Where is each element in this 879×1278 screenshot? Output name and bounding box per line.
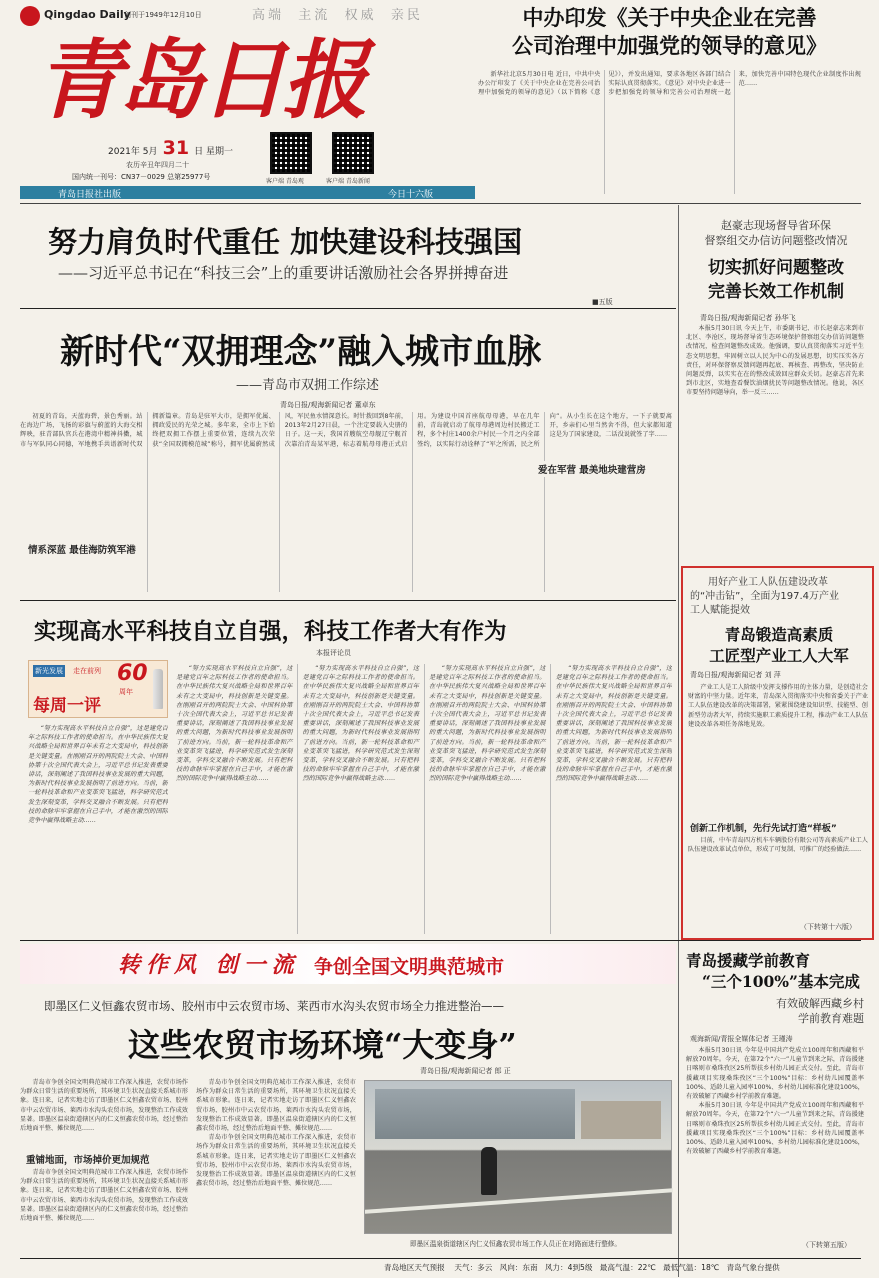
- weather-temp-low: 最低气温：18℃: [663, 1263, 720, 1272]
- date-day: 31: [162, 137, 190, 159]
- promo-label-2: 走在前列: [73, 667, 101, 675]
- worker-figure: [481, 1147, 497, 1195]
- xueqian-title-1: 青岛援藏学前教育: [686, 951, 811, 970]
- weather-source: 青岛地区天气预报: [384, 1263, 445, 1272]
- english-name: Qingdao Daily: [44, 8, 131, 21]
- keji-promo[interactable]: [28, 660, 168, 718]
- gongjiang-title[interactable]: [686, 624, 872, 666]
- column-divider: [678, 205, 679, 1277]
- top-headline-body: 新华社北京5月30日电 近日，中共中央办公厅印发了《关于中央企业在完善公司治理中加强党的领导的意见》（以下简称《意见》），并发出通知，要求各地区各部门结合实际认真贯彻落实。《意见》对中央企业进一步把加强党的领导和完善公司治理统一起来，加快完善中国特色现代企业制度作出规范……: [478, 71, 861, 97]
- xueqian-byline: 观海新闻/青报全媒体记者 王瑾涛: [690, 1035, 793, 1043]
- slogan-1: 高端: [252, 8, 285, 23]
- zhao-title-line2: 完善长效工作机制: [708, 282, 844, 302]
- weather-sky: 天气：多云: [454, 1263, 493, 1272]
- promo-unit: 周年: [119, 688, 133, 696]
- shuangyong-body: 初夏的青岛，天蓝海碧，景色秀丽。站在海边广场，飞扬的彩旗与蔚蓝的大海交相辉映，驻青部队官兵在港湾中精神抖擞，城市与军队同心同德，军地携手共谱新时代双拥新篇章。青岛是驻军大市，是拥军优属、拥政爱民的光荣之城。多年来，全市上下始终把双拥工作摆上重要位置，连续九次荣获“全国双拥模范城”称号，拥军优属蔚然成风，军民鱼水情深意长。时针拨回到8年前，2013年2月27日晨，一个注定要载入史册的日子。这一天，我国首艘航空母舰辽宁舰首次靠泊青岛某军港，标志着航母母港正式启用。为建设中国首座航母母港，早在几年前，青岛就启动了航母母港周边村民搬迁工程，多个村庄1400余户村民一个月之内全部签约，以实际行动诠释了“军之所需，民之所向”。从小生长在这个地方，一下子就要离开，乡亲们心里当然舍不得，但大家都知道这是为了国家建设，二话没说就签了字……: [20, 413, 672, 448]
- column-name: 每周一评: [33, 696, 101, 716]
- gongjiang-body: 产业工人是工人阶级中发挥支撑作用的主体力量，是创造社会财富的中坚力量。近年来，青岛深入贯彻落实中央和省委关于产业工人队伍建设改革的决策部署，紧紧围绕建设知识型、技能型、创新型劳动者大军，持续实施职工素质提升工程，推动产业工人队伍建设改革各项任务落地见效。: [688, 684, 868, 728]
- keji-byline: 本报评论员: [316, 649, 351, 657]
- qr-code-2[interactable]: [332, 132, 374, 174]
- top-headline-block: [478, 4, 861, 200]
- gongjiang-byline: 青岛日报/观海新闻记者 刘 萍: [690, 671, 781, 679]
- qr-caption-1: 客户端 青岛观: [266, 178, 304, 185]
- promo-label-1: 新光发展: [35, 667, 63, 675]
- lead-subtitle: ——习近平总书记在“科技三会”上的重要讲话激励社会各界拼搏奋进: [58, 264, 509, 282]
- zhao-intro-line2: 督察组交办信访问题整改情况: [704, 234, 848, 247]
- top-headline-line2[interactable]: 公司治理中加强党的领导的意见》: [512, 33, 827, 58]
- gongjiang-jump: （下转第十六版）: [800, 923, 856, 931]
- divider: [20, 600, 676, 601]
- divider: [20, 1258, 861, 1259]
- date-year-month: 2021年 5月: [108, 147, 158, 157]
- zhao-byline: 青岛日报/观海新闻记者 孙华飞: [700, 314, 796, 322]
- wenming-subhead: 重铺地面，市场掉价更加规范: [26, 1155, 150, 1166]
- slogan-4: 亲民: [390, 8, 423, 23]
- zhao-intro-line1: 赵豪志现场督导省环保: [721, 219, 831, 232]
- zhao-intro: [688, 218, 864, 248]
- xueqian-title[interactable]: [686, 950, 866, 992]
- xueqian-sub-1: 有效破解西藏乡村: [776, 997, 864, 1010]
- zhao-title-line1: 切实抓好问题整改: [708, 258, 844, 278]
- founded-date: 创刊于1949年12月10日: [124, 11, 202, 19]
- xueqian-sub: [704, 996, 864, 1026]
- paint-line: [365, 1188, 673, 1214]
- wenming-title[interactable]: 这些农贸市场环境“大变身”: [128, 1026, 517, 1064]
- weather-wind-dir: 风向：东南: [499, 1263, 538, 1272]
- wenming-kicker: 即墨区仁义恒鑫农贸市场、胶州市中云农贸市场、莱西市水沟头农贸市场全力推进整治——: [44, 999, 504, 1013]
- gongjiang-intro-2: 的“冲击钻”，全面为197.4万产业: [690, 591, 839, 602]
- lunar-date: 农历辛丑年四月二十: [126, 161, 189, 169]
- market-building: [375, 1089, 575, 1139]
- wenming-body-3: 青岛市争创全国文明典范城市工作深入推进，农贸市场作为群众日常生活的重要场所，其环境卫生状况直接关系城市形象。连日来，记者实地走访了即墨区仁义恒鑫农贸市场、胶州市中云农贸市场、莱西市水沟头农贸市场，发现整治工作成效显著。即墨区温泉街道辖区内的仁义恒鑫农贸市场，经过整治后地面平整、摊位规范…… 青岛市争创全国文明典范城市工作深入推进，农贸市场作为群众日常生活的重要场所，其环境卫生状况直接关系城市形象。连日来，记者实地走访了即墨区仁义恒鑫农贸市场、胶州市中云农贸市场、莱西市水沟头农贸市场，发现整治工作成效显著。即墨区温泉街道辖区内的仁义恒鑫农贸市场，经过整治后地面平整、摊位规范……: [196, 1079, 356, 1188]
- market-roof: [581, 1101, 661, 1139]
- gongjiang-intro-3: 工人赋能提效: [690, 605, 750, 616]
- gongjiang-intro-1: 用好产业工人队伍建设改革: [708, 577, 828, 588]
- wenming-body-1: 青岛市争创全国文明典范城市工作深入推进，农贸市场作为群众日常生活的重要场所，其环境卫生状况直接关系城市形象。连日来，记者实地走访了即墨区仁义恒鑫农贸市场、胶州市中云农贸市场、莱西市水沟头农贸市场，发现整治工作成效显著。即墨区温泉街道辖区内的仁义恒鑫农贸市场，经过整治后地面平整、摊位规范……: [20, 1079, 188, 1133]
- issue-codes: 国内统一刊号：CN37－0029 总第25977号: [72, 173, 211, 181]
- date-block: [108, 137, 233, 159]
- date-weekday: 日 星期一: [194, 147, 234, 157]
- shuangyong-subtitle: ——青岛市双拥工作综述: [236, 378, 380, 393]
- xueqian-body: 本报5月30日讯 今年是中国共产党成立100周年和西藏和平解放70周年。今天，在第72个“六一”儿童节到来之际，青岛援建日喀则市桑珠孜区25所帮扶乡村幼儿园正式交付。至此，青岛市援藏项目实现桑珠孜区“三个100%”目标：乡村幼儿园覆盖率100%、适龄儿童入园率100%、乡村幼儿园标准化建设100%，有效破解了西藏乡村学前教育难题。 本报5月30日讯 今年是中国共产党成立100周年和西藏和平解放70周年。今天，在第72个“六一”儿童节到来之际，青岛援建日喀则市桑珠孜区25所帮扶乡村幼儿园正式交付。至此，青岛市援藏项目实现桑珠孜区“三个100%”目标：乡村幼儿园覆盖率100%、适龄儿童入园率100%、乡村幼儿园标准化建设100%，有效破解了西藏乡村学前教育难题。: [686, 1047, 864, 1156]
- xueqian-jump: （下转第五版）: [802, 1241, 851, 1249]
- gongjiang-intro: [690, 576, 870, 618]
- top-headline-line1[interactable]: 中办印发《关于中央企业在完善: [522, 5, 817, 30]
- weather-provider: 青岛气象台提供: [726, 1263, 780, 1272]
- qr-code-1[interactable]: [270, 132, 312, 174]
- shuangyong-subhead-1: 情系深蓝 最佳海防筑军港: [24, 541, 140, 557]
- weather-wind-force: 风力：4到5级: [544, 1263, 593, 1272]
- gongjiang-subhead: 创新工作机制，先行先试打造“样板”: [690, 824, 837, 834]
- divider: [20, 308, 676, 309]
- slogan-3: 权威: [344, 8, 377, 23]
- xueqian-title-2: “三个100%”基本完成: [702, 972, 860, 991]
- publisher-name: 青岛日报社出版: [58, 190, 122, 200]
- weather-bar: [384, 1262, 780, 1274]
- zhao-body: 本报5月30日讯 今天上午，市委副书记、市长赵豪志来到市北区、李沧区，现场督导省生态环境保护督察组交办信访问题整改情况，检查问题整改成效。他强调，要认真贯彻落实习近平生态文明思想，牢固树立以人民为中心的发展思想，切实压实各方责任，对环保督察反馈问题再起底、再核查、再整改，坚决防止问题反弹，以实实在在的整改成效回应群众关切。赵豪志首先来到市北区，实地查看餐饮油烟扰民等问题整改情况。他说，各区市要坚持问题导向，举一反三……: [686, 325, 864, 397]
- keji-title[interactable]: 实现高水平科技自立自强，科技工作者大有作为: [34, 619, 507, 645]
- shuangyong-subhead-2: 爱在军营 最美地块建营房: [534, 461, 650, 477]
- divider: [20, 940, 861, 941]
- gongjiang-title-1: 青岛锻造高素质: [724, 625, 834, 644]
- zhao-title[interactable]: [688, 256, 864, 304]
- gongjiang-title-2: 工匠型产业工人大军: [709, 646, 849, 665]
- qr-caption-2: 客户端 青岛新闻: [326, 178, 370, 185]
- gongjiang-body-2: 目前，中车青岛四方机车车辆股份有限公司等高素质产业工人队伍建设改革试点单位，形成了可复制、可推广的经验做法……: [688, 837, 868, 854]
- masthead: [20, 4, 475, 199]
- xueqian-sub-2: 学前教育难题: [798, 1012, 864, 1025]
- logo-badge: [20, 6, 40, 26]
- slogans: [252, 4, 423, 23]
- lead-jump: ■五版: [592, 298, 613, 306]
- market-photo[interactable]: [364, 1080, 672, 1234]
- lead-title[interactable]: 努力肩负时代重任 加快建设科技强国: [48, 225, 523, 259]
- wenming-body-2: 青岛市争创全国文明典范城市工作深入推进，农贸市场作为群众日常生活的重要场所，其环境卫生状况直接关系城市形象。连日来，记者实地走访了即墨区仁义恒鑫农贸市场、胶州市中云农贸市场、莱西市水沟头农贸市场，发现整治工作成效显著。即墨区温泉街道辖区内的仁义恒鑫农贸市场，经过整治后地面平整、摊位规范……: [20, 1169, 188, 1223]
- divider: [20, 203, 861, 204]
- weather-temp-high: 最高气温：22℃: [599, 1263, 656, 1272]
- wenming-byline: 青岛日报/观海新闻记者 郎 正: [420, 1067, 511, 1075]
- wenming-banner-title: 争创全国文明典范城市: [314, 956, 505, 978]
- keji-body: “努力实现高水平科技自立自强”，这是建党百年之际科技工作者的使命担当。在中华民族伟大复兴战略全局和世界百年未有之大变局中，科技创新是关键变量。在刚刚召开的两院院士大会、中国科协第十次全国代表大会上，习近平总书记发表重要讲话，深刻阐述了我国科技事业发展的重大问题，为新时代科技事业发展指明了前进方向。当前，新一轮科技革命和产业变革突飞猛进，科学研究范式发生深刻变革，学科交叉融合不断发展。只有把科技的命脉牢牢掌握在自己手中，才能在激烈的国际竞争中赢得战略主动……: [28, 725, 168, 825]
- keji-body-columns: “努力实现高水平科技自立自强”，这是建党百年之际科技工作者的使命担当。在中华民族伟大复兴战略全局和世界百年未有之大变局中，科技创新是关键变量。在刚刚召开的两院院士大会、中国科协第十次全国代表大会上，习近平总书记发表重要讲话，深刻阐述了我国科技事业发展的重大问题，为新时代科技事业发展指明了前进方向。当前，新一轮科技革命和产业变革突飞猛进，科学研究范式发生深刻变革，学科交叉融合不断发展。只有把科技的命脉牢牢掌握在自己手中，才能在激烈的国际竞争中赢得战略主动…… “努力实现高水平科技自立自强”，这是建党百年之际科技工作者的使命担当。在中华民族伟大复兴战略全局和世界百年未有之大变局中，科技创新是关键变量。在刚刚召开的两院院士大会、中国科协第十次全国代表大会上，习近平总书记发表重要讲话，深刻阐述了我国科技事业发展的重大问题，为新时代科技事业发展指明了前进方向。当前，新一轮科技革命和产业变革突飞猛进，科学研究范式发生深刻变革，学科交叉融合不断发展。只有把科技的命脉牢牢掌握在自己手中，才能在激烈的国际竞争中赢得战略主动…… “努力实现高水平科技自立自强”，这是建党百年之际科技工作者的使命担当。在中华民族伟大复兴战略全局和世界百年未有之大变局中，科技创新是关键变量。在刚刚召开的两院院士大会、中国科协第十次全国代表大会上，习近平总书记发表重要讲话，深刻阐述了我国科技事业发展的重大问题，为新时代科技事业发展指明了前进方向。当前，新一轮科技革命和产业变革突飞猛进，科学研究范式发生深刻变革，学科交叉融合不断发展。只有把科技的命脉牢牢掌握在自己手中，才能在激烈的国际竞争中赢得战略主动…… “努力实现高水平科技自立自强”，这是建党百年之际科技工作者的使命担当。在中华民族伟大复兴战略全局和世界百年未有之大变局中，科技创新是关键变量。在刚刚召开的两院院士大会、中国科协第十次全国代表大会上，习近平总书记发表重要讲话，深刻阐述了我国科技事业发展的重大问题，为新时代科技事业发展指明了前进方向。当前，新一轮科技革命和产业变革突飞猛进，科学研究范式发生深刻变革，学科交叉融合不断发展。只有把科技的命脉牢牢掌握在自己手中，才能在激烈的国际竞争中赢得战略主动……: [176, 665, 672, 783]
- shuangyong-title[interactable]: 新时代“双拥理念”融入城市血脉: [60, 332, 542, 372]
- bottle-icon: [153, 669, 163, 709]
- newspaper-logo: 青岛日报: [36, 30, 364, 131]
- pages-today: 今日十六版: [388, 190, 434, 200]
- slogan-2: 主流: [298, 8, 331, 23]
- wenming-calligraphy: 转作风 创一流: [118, 952, 300, 978]
- photo-caption: 即墨区温泉街道辖区内仁义恒鑫农贸市场工作人员正在对路面进行整修。: [410, 1240, 621, 1248]
- promo-number: 60: [117, 661, 148, 686]
- shuangyong-byline: 青岛日报/观海新闻记者 董卓东: [280, 401, 376, 409]
